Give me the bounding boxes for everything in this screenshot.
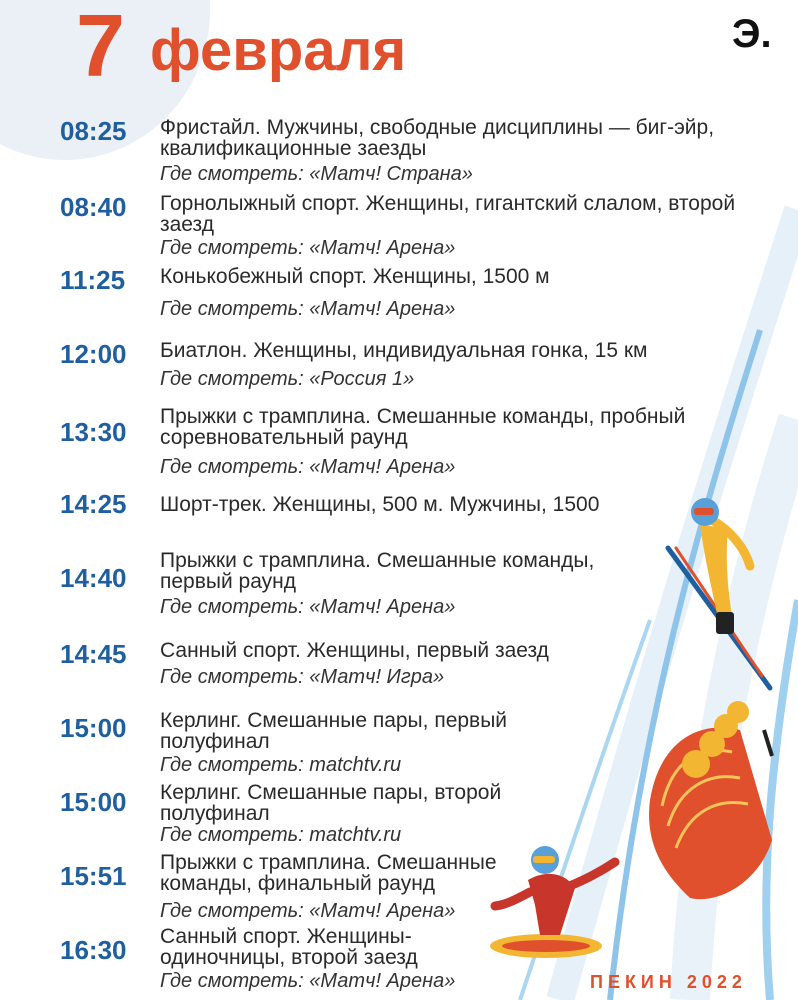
event-title: Керлинг. Смешанные пары, второй полуфинал xyxy=(160,781,502,825)
event-time: 11:25 xyxy=(60,265,126,295)
date-month: февраля xyxy=(150,18,407,83)
event-where: Где смотреть: matchtv.ru xyxy=(160,754,402,776)
event-where: Где смотреть: «Матч! Страна» xyxy=(160,163,473,185)
event-where: Где смотреть: «Матч! Арена» xyxy=(160,298,456,320)
event-title: Керлинг. Смешанные пары, первый полуфинал xyxy=(160,709,508,753)
event-title: Шорт-трек. Женщины, 500 м. Мужчины, 1500 xyxy=(160,493,600,516)
event-time: 08:40 xyxy=(60,192,127,222)
event-title: Прыжки с трамплина. Смешанные команды, финальный раунд xyxy=(160,851,497,895)
event-title: Прыжки с трамплина. Смешанные команды, первый раунд xyxy=(160,549,595,593)
event-time: 14:25 xyxy=(60,489,127,519)
event-title: Горнолыжный спорт. Женщины, гигантский слалом, второй заезд xyxy=(160,192,736,236)
event-title: Санный спорт. Женщины, первый заезд xyxy=(160,639,549,662)
event-where: Где смотреть: matchtv.ru xyxy=(160,824,402,846)
event-where: Где смотреть: «Матч! Арена» xyxy=(160,237,456,259)
event-time: 12:00 xyxy=(60,339,127,369)
event-where: Где смотреть: «Матч! Игра» xyxy=(160,666,445,688)
footer-label: ПЕКИН 2022 xyxy=(590,972,747,992)
event-time: 13:30 xyxy=(60,417,127,447)
event-time: 14:45 xyxy=(60,639,127,669)
event-time: 15:51 xyxy=(60,861,127,891)
event-where: Где смотреть: «Россия 1» xyxy=(160,368,415,390)
event-time: 15:00 xyxy=(60,787,127,817)
event-where: Где смотреть: «Матч! Арена» xyxy=(160,970,456,992)
event-time: 08:25 xyxy=(60,116,127,146)
event-time: 15:00 xyxy=(60,713,127,743)
bobsled-icon xyxy=(649,701,772,899)
event-title: Биатлон. Женщины, индивидуальная гонка, 15 км xyxy=(160,339,648,362)
event-title: Фристайл. Мужчины, свободные дисциплины — биг-эйр, квалификационные заезды xyxy=(160,116,715,160)
event-time: 14:40 xyxy=(60,563,127,593)
event-title: Конькобежный спорт. Женщины, 1500 м xyxy=(160,265,550,288)
event-title: Санный спорт. Женщины-одиночницы, второй заезд xyxy=(160,925,418,969)
event-where: Где смотреть: «Матч! Арена» xyxy=(160,596,456,618)
event-where: Где смотреть: «Матч! Арена» xyxy=(160,456,456,478)
event-title: Прыжки с трамплина. Смешанные команды, пробный соревновательный раунд xyxy=(160,405,686,449)
logo: Э. xyxy=(732,12,772,56)
date-day: 7 xyxy=(76,0,125,95)
event-time: 16:30 xyxy=(60,935,127,965)
event-where: Где смотреть: «Матч! Арена» xyxy=(160,900,456,922)
